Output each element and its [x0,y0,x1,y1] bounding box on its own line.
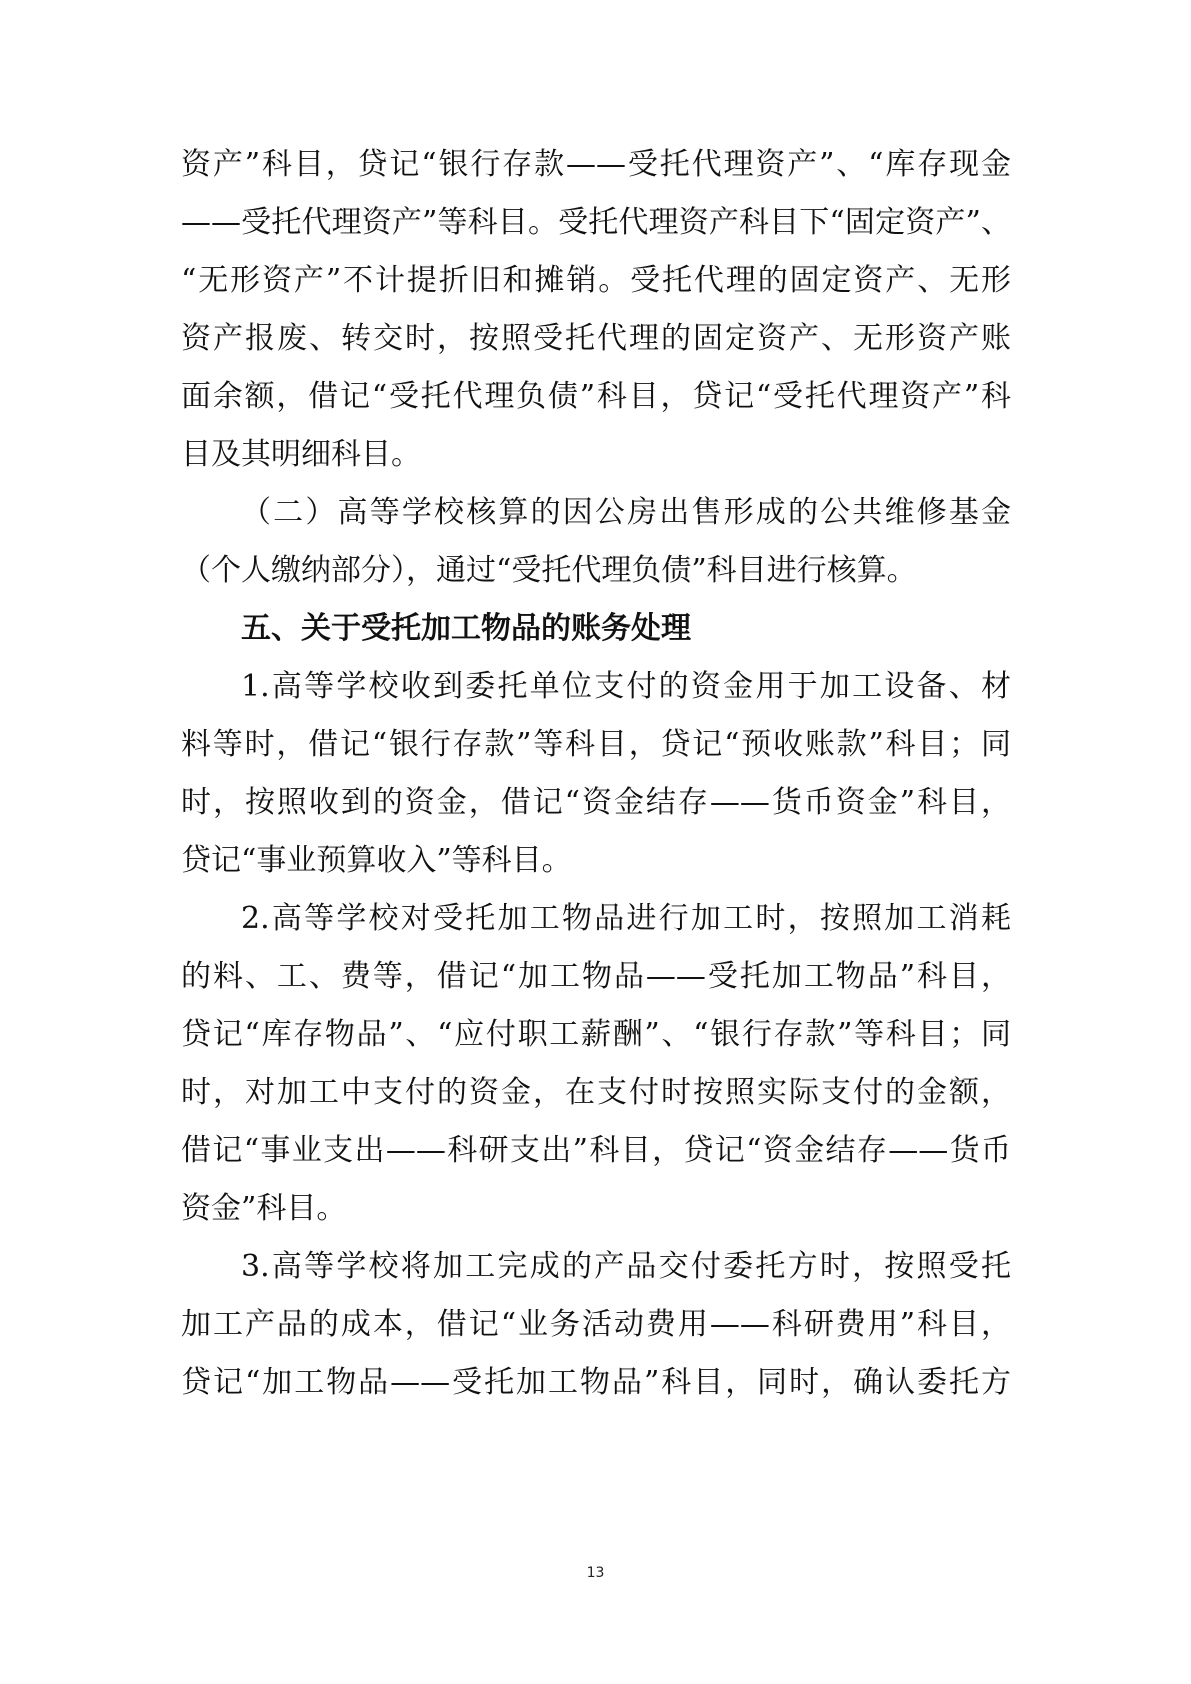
body-text-line: 资产”科目，贷记“银行存款——受托代理资产”、“库存现金 [181,147,1011,182]
body-text-line: 借记“事业支出——科研支出”科目，贷记“资金结存——货币 [181,1133,1011,1168]
body-text-line: ——受托代理资产”等科目。受托代理资产科目下“固定资产”、 [181,205,1011,240]
body-text-line: 贷记“库存物品”、“应付职工薪酬”、“银行存款”等科目；同 [181,1017,1011,1052]
body-text-line: 贷记“加工物品——受托加工物品”科目，同时，确认委托方 [181,1365,1011,1400]
paragraph-first-line: 2.高等学校对受托加工物品进行加工时，按照加工消耗 [241,901,1011,936]
body-text-line: （个人缴纳部分），通过“受托代理负债”科目进行核算。 [181,553,917,588]
body-text-line: 目及其明细科目。 [181,437,421,472]
body-text-line: 资产报废、转交时，按照受托代理的固定资产、无形资产账 [181,321,1011,356]
body-text-line: 的料、工、费等，借记“加工物品——受托加工物品”科目， [181,959,1011,994]
section-subheading-line: （二）高等学校核算的因公房出售形成的公共维修基金 [241,495,1011,530]
body-text-line: 面余额，借记“受托代理负债”科目，贷记“受托代理资产”科 [181,379,1011,414]
body-text-line: “无形资产”不计提折旧和摊销。受托代理的固定资产、无形 [181,263,1011,298]
paragraph-first-line: 1.高等学校收到委托单位支付的资金用于加工设备、材 [241,669,1011,704]
body-text-line: 加工产品的成本，借记“业务活动费用——科研费用”科目， [181,1307,1011,1342]
body-text-line: 资金”科目。 [181,1191,347,1226]
paragraph-first-line: 3.高等学校将加工完成的产品交付委托方时，按照受托 [241,1249,1011,1284]
section-heading: 五、关于受托加工物品的账务处理 [241,611,691,646]
body-text-line: 时，对加工中支付的资金，在支付时按照实际支付的金额， [181,1075,1011,1110]
body-text-line: 时，按照收到的资金，借记“资金结存——货币资金”科目， [181,785,1011,820]
body-text-line: 贷记“事业预算收入”等科目。 [181,843,572,878]
page-number: 13 [586,1565,605,1581]
body-text-line: 料等时，借记“银行存款”等科目，贷记“预收账款”科目；同 [181,727,1011,762]
